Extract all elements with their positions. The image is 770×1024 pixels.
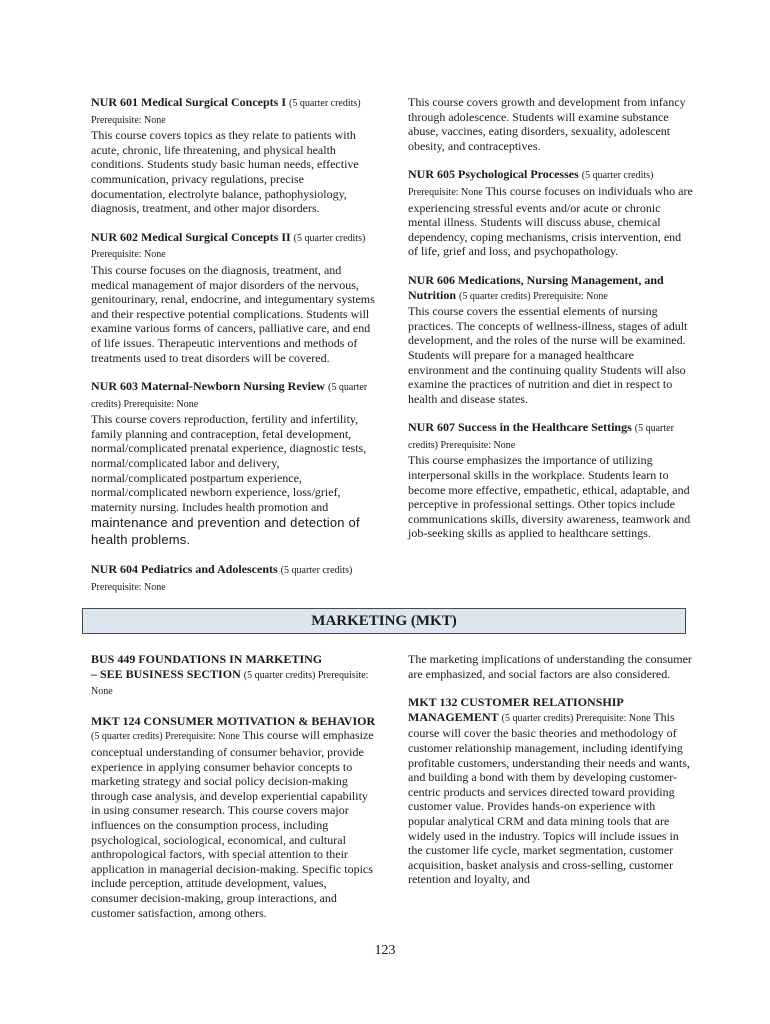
course-description-tail: maintenance and prevention and detection of health problems. [91,515,360,548]
course-description: This course covers reproduction, fertility and infertility, family planning and contraception, fetal development, normal/complicated prenatal experience, diagnostic tests, normal/complicated labor and delivery, normal/complicated postpartum experience, normal/complicated newborn experience, loss/grief, maternity nursing. Includes health promotion and [91,412,367,514]
course-credits: (5 quarter credits) Prerequisite: None [501,712,651,724]
course-credits: (5 quarter credits) Prerequisite: None [91,565,353,594]
course-nur602 [91,230,376,365]
course-title: BUS 449 FOUNDATIONS IN MARKETING [91,652,323,666]
course-title: NUR 602 Medical Surgical Concepts II [91,229,291,244]
right-column-marketing [408,652,693,901]
course-bus449-description [408,652,693,681]
course-title: MKT 124 CONSUMER MOTIVATION & BEHAVIOR [91,713,376,728]
course-title: NUR 607 Success in the Healthcare Settings [408,420,632,435]
course-credits: (5 quarter credits) Prerequisite: None [91,731,240,743]
course-credits: (5 quarter credits) Prerequisite: None [459,290,608,302]
course-description: This course will cover the basic theories and methodology of customer relationship management, including identifying profitable customers, understanding their needs and wants, and building a bond with them by developing customer-centric products and services directed toward providing customer value. Provides hands-on experience with popular analytical CRM and data mining tools that are widely used in the industry. Topics will include issues in the customer life cycle, market segmentation, customer acquisition, basket analysis and cross-selling, customer retention and loyalty, and [408,709,690,887]
course-mkt124 [91,714,376,920]
course-bus449 [91,652,376,700]
course-title: NUR 603 Maternal-Newborn Nursing Review [91,379,325,394]
course-credits: (5 quarter credits) Prerequisite: None [408,170,654,198]
course-credits: (5 quarter credits) Prerequisite: None [91,669,369,698]
left-column-nursing [91,95,376,610]
left-column-marketing [91,652,376,934]
course-title: NUR 601 Medical Surgical Concepts I [91,95,286,109]
section-banner: MARKETING (MKT) [82,608,686,634]
course-description: This course focuses on individuals who are experiencing stressful events and/or acute or chronic mental illness. Students will discuss abuse, chemical dependency, coping mechanisms, crisis intervention, end of life, grief and loss, and psychopathology. [408,183,693,259]
course-nur604-description [408,95,693,153]
course-credits: (5 quarter credits) Prerequisite: None [91,382,368,410]
course-title-continued: – SEE BUSINESS SECTION [91,666,241,681]
course-nur605 [408,167,693,259]
course-nur606 [408,273,693,406]
course-mkt132 [408,695,693,887]
right-column-nursing [408,95,693,555]
course-title: MKT 132 CUSTOMER RELATIONSHIP MANAGEMENT [408,695,624,724]
course-nur601 [91,95,376,216]
course-description: This course will emphasize conceptual understanding of consumer behavior, provide experience in applying consumer behavior concepts to marketing strategy and social policy decision-making through case analysis, and develop experiential capability in using consumer research. This course covers major influences on the consumption process, including psychological, sociological, economical, and cultural anthropological factors, with special attention to their application in managerial decision-making. Specific topics include perception, attitude development, values, consumer decision-making, group interactions, and customer satisfaction, among others. [91,728,374,920]
course-nur603 [91,379,376,548]
course-description: This course emphasizes the importance of utilizing interpersonal skills in the workplace. Students learn to become more effective, empathetic, ethical, adaptable, and perceptive in professional settings. Other topics include communications skills, diversity awareness, teamwork and job-seeking skills as applied to healthcare settings. [408,453,691,541]
course-description: This course covers topics as they relate to patients with acute, chronic, life threatening, and physical health conditions. Students study basic human needs, effective communication, privacy regulations, precise documentation, electrolyte balance, pathophysiology, diagnosis, treatment, and other major disorders. [91,128,359,216]
course-credits: (5 quarter credits) Prerequisite: None [408,423,674,451]
course-nur607 [408,420,693,541]
course-description: This course covers the essential elements of nursing practices. The concepts of wellness-illness, stages of adult development, and the roles of the nurse will be examined. Students will prepare for a managed healthcare environment and the continuing quality Students will also examine the practices of nutrition and diet in respect to health and disease states. [408,304,688,406]
page-number: 123 [374,943,396,958]
course-title: NUR 604 Pediatrics and Adolescents [91,562,278,577]
course-title: NUR 606 Medications, Nursing Management, and Nutrition [408,272,664,302]
course-credits: (5 quarter credits) Prerequisite: None [91,98,361,126]
course-title: NUR 605 Psychological Processes [408,167,579,182]
course-nur604 [91,562,376,595]
course-description: The marketing implications of understanding the consumer are emphasized, and social factors are also considered. [408,652,692,681]
course-description: This course covers growth and development from infancy through adolescence. Students will examine substance abuse, vaccines, eating disorders, sexuality, adolescent obesity, and contraceptives. [408,95,686,153]
course-credits: (5 quarter credits) Prerequisite: None [91,232,366,261]
course-description: This course focuses on the diagnosis, treatment, and medical management of major disorders of the nervous, genitourinary, renal, endocrine, and integumentary systems and their respective potential complications. Students will examine various forms of cancers, palliative care, and end of life issues. Therapeutic interventions and methods of treatments used to treat disorders will be covered. [91,262,375,365]
